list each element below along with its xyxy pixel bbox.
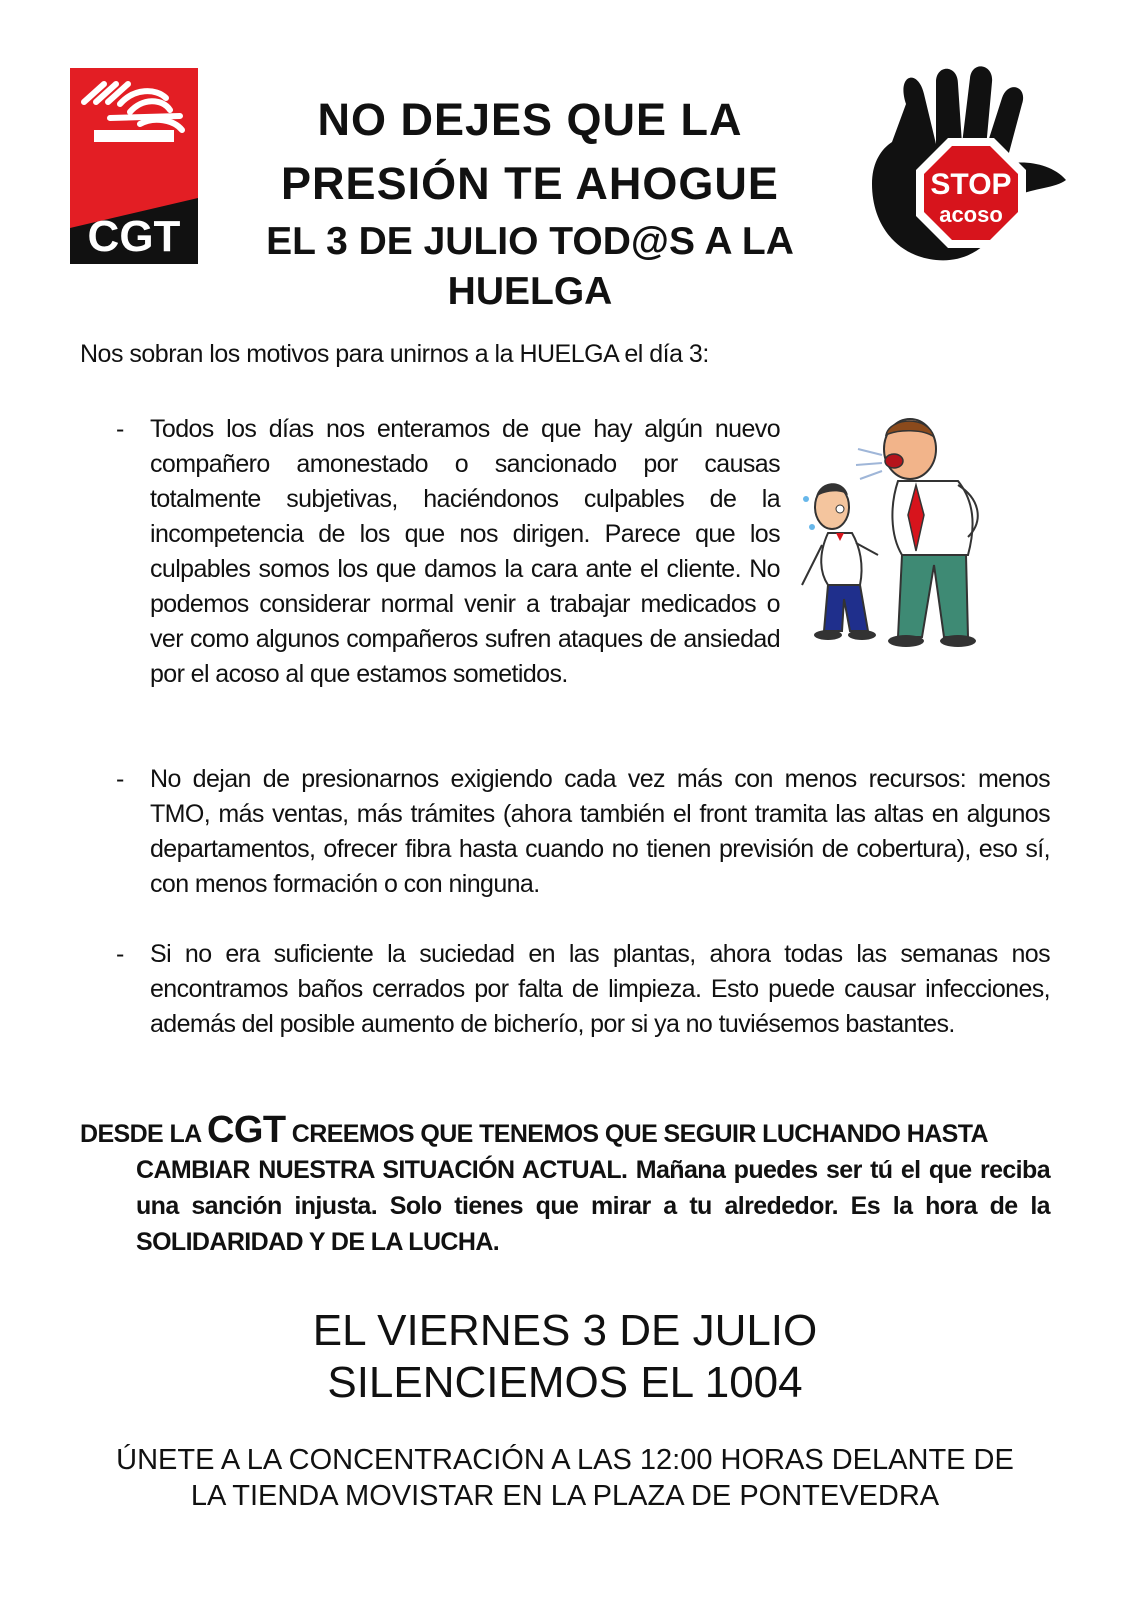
- subtitle-line-1: EL 3 DE JULIO TOD@S A LA: [266, 220, 794, 263]
- strike-announcement: [0, 1305, 1130, 1409]
- bullet-text: Todos los días nos enteramos de que hay algún nuevo compañero amonestado o sancionado por causas totalmente subjetivas, haciéndonos culpables de la incompetencia de los que nos dirigen. Parece que los culpables somos los que damos la cara ante el cliente. No podemos considerar normal venir a trabajar medicados o ver como algunos compañeros sufren ataques de ansiedad por el acoso al que estamos sometidos.: [150, 415, 780, 688]
- cgt-statement-lead: DESDE LA: [80, 1120, 208, 1148]
- title-line-2: PRESIÓN TE AHOGUE: [281, 158, 779, 209]
- cgt-logo-text: CGT: [87, 212, 181, 261]
- bullet-dash: -: [116, 765, 124, 793]
- cgt-logo: [70, 68, 198, 264]
- strike-line-2: SILENCIEMOS EL 1004: [327, 1358, 803, 1407]
- concentration-line-2: LA TIENDA MOVISTAR EN LA PLAZA DE PONTEVEDRA: [190, 1480, 940, 1512]
- bullet-3: [116, 937, 1050, 1042]
- bullet-2: [116, 762, 1050, 902]
- bullet-1: [116, 412, 780, 692]
- cgt-statement-line-1: CREEMOS QUE TENEMOS QUE SEGUIR LUCHANDO HASTA: [285, 1120, 988, 1148]
- bullet-text: Si no era suficiente la suciedad en las plantas, ahora todas las semanas nos encontramos baños cerrados por falta de limpieza. Esto puede causar infecciones, además del posible aumento de bicherío, por si ya no tuviésemos bastantes.: [150, 940, 1050, 1038]
- cgt-statement-cgt: CGT: [207, 1109, 286, 1151]
- stop-sign-word: STOP: [930, 168, 1012, 201]
- cgt-statement-rest: CAMBIAR NUESTRA SITUACIÓN ACTUAL. Mañana puedes ser tú el que reciba una sanción injusta. Solo tienes que mirar a tu alrededor. Es la hora de la SOLIDARIDAD Y DE LA LUCHA.: [136, 1156, 1050, 1256]
- stop-acoso-hand-icon: [866, 64, 1076, 274]
- boss-yelling-illustration: [798, 415, 1008, 655]
- bullet-dash: -: [116, 415, 124, 443]
- cgt-statement: [80, 1109, 1050, 1260]
- concentration-line-1: ÚNETE A LA CONCENTRACIÓN A LAS 12:00 HORAS DELANTE DE: [116, 1444, 1014, 1476]
- intro-text: Nos sobran los motivos para unirnos a la HUELGA el día 3:: [80, 340, 709, 368]
- subtitle-line-2: HUELGA: [447, 270, 613, 313]
- title-line-1: NO DEJES QUE LA: [317, 94, 743, 145]
- strike-line-1: EL VIERNES 3 DE JULIO: [312, 1306, 818, 1355]
- concentration-notice: [0, 1442, 1130, 1514]
- title-block: [215, 88, 845, 316]
- bullet-dash: -: [116, 940, 124, 968]
- acoso-sign-word: acoso: [939, 202, 1003, 227]
- bullet-text: No dejan de presionarnos exigiendo cada vez más con menos recursos: menos TMO, más ventas, más trámites (ahora también el front tramita las altas en algunos departamentos, ofrecer fibra hasta cuando no tienen previsión de cobertura), eso sí, con menos formación o con ninguna.: [150, 765, 1050, 898]
